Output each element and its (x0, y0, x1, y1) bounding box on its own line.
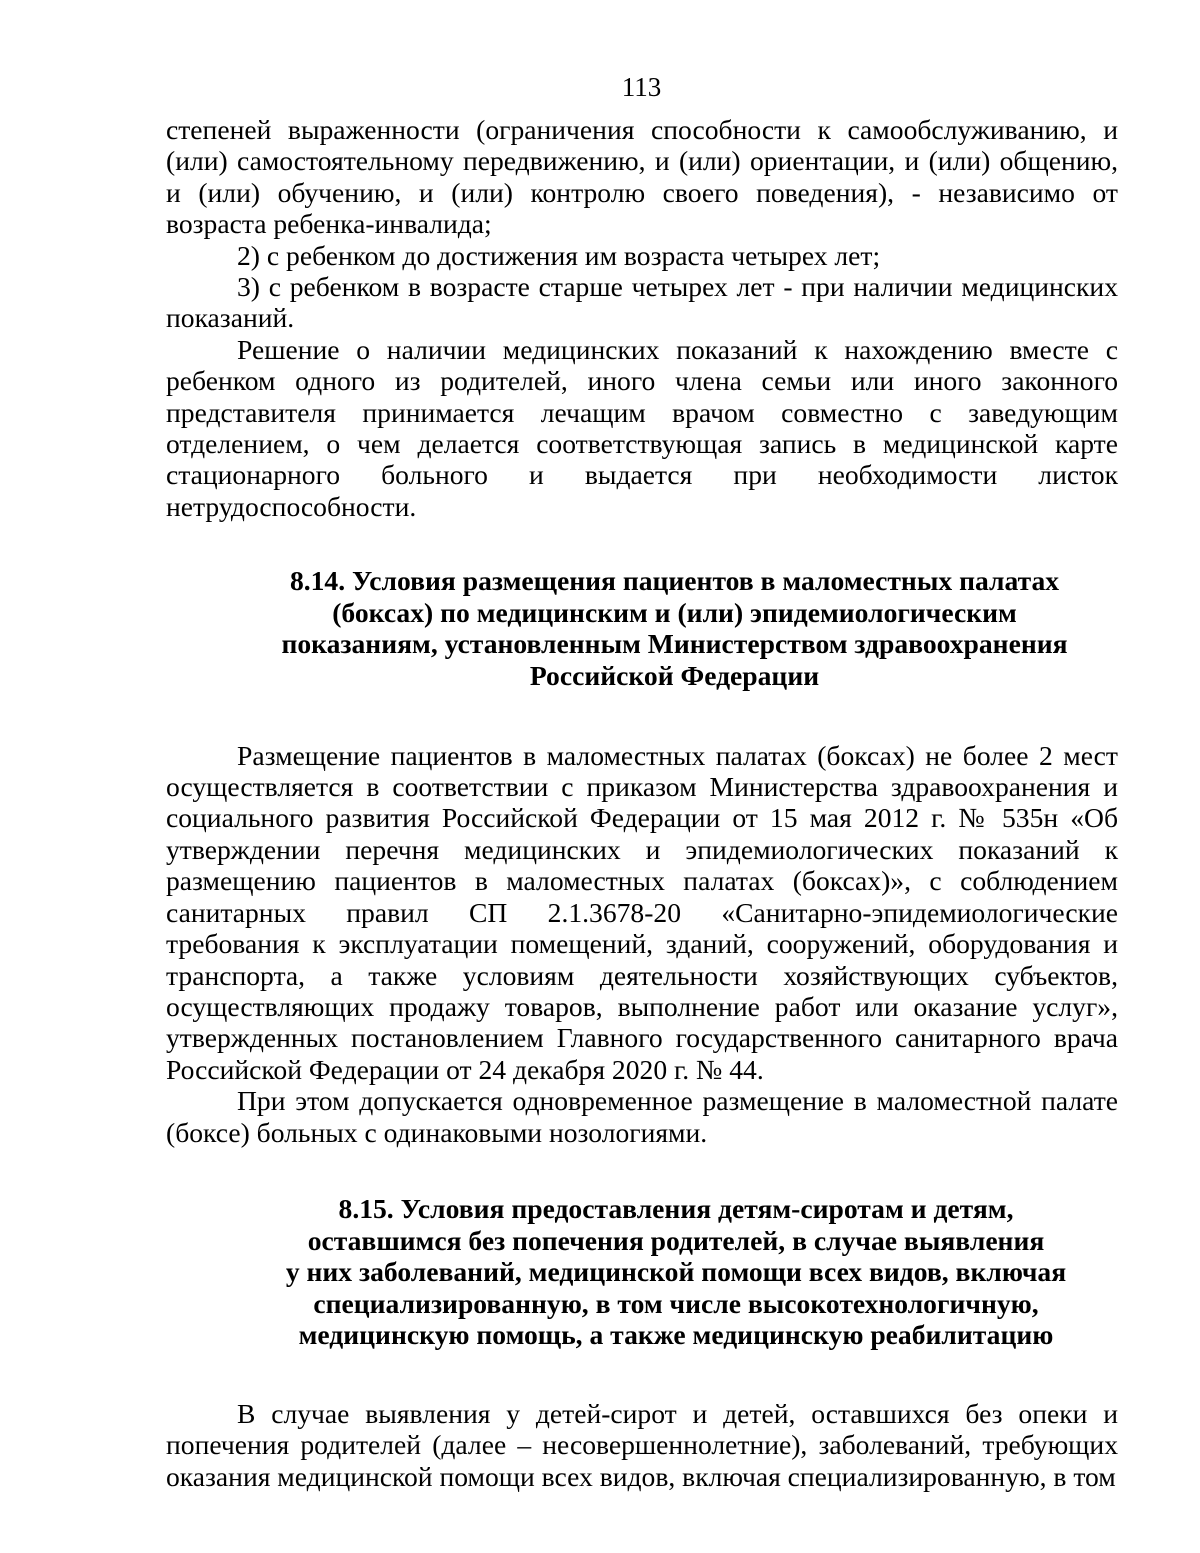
decision-paragraph: Решение о наличии медицинских показаний к нахождению вместе с ребенком одного из родителей, иного члена семьи или иного законного представителя принимается лечащим врачом совместно с заведующим отделением, о чем делается соответствующая запись в медицинской карте стационарного больного и выдается при необходимости листок нетрудоспособности. (166, 333, 1118, 522)
heading-line: Российской Федерации (529, 660, 820, 692)
heading-line: 8.15. Условия предоставления детям-сиротам и детям, (338, 1192, 1014, 1224)
list-item-2: 2) с ребенком до достижения им возраста четырех лет; (237, 239, 881, 271)
section-8-14-heading (166, 565, 1118, 691)
list-item-3: 3) с ребенком в возрасте старше четырех лет - при наличии медицинских показаний. (166, 271, 1118, 334)
heading-line: 8.14. Условия размещения пациентов в маломестных палатах (289, 565, 1060, 597)
heading-line: показаниям, установленным Министерством здравоохранения (281, 628, 1068, 660)
section-8-14-paragraph-2: При этом допускается одновременное размещение в маломестной палате (боксе) больных с одинаковыми нозологиями. (166, 1085, 1118, 1148)
page-content (166, 114, 1118, 1492)
section-8-14-paragraph-1: Размещение пациентов в маломестных палатах (боксах) не более 2 мест осуществляется в соответствии с приказом Министерства здравоохранения и социального развития Российской Федерации от 15 мая 2012 г. № 535н «Об утверждении перечня медицинских и эпидемиологических показаний к размещению пациентов в маломестных палатах (боксах)», с соблюдением санитарных правил СП 2.1.3678-20 «Санитарно-эпидемиологические требования к эксплуатации помещений, зданий, сооружений, оборудования и транспорта, а также условиям деятельности хозяйствующих субъектов, осуществляющих продажу товаров, выполнение работ или оказание услуг», утвержденных постановлением Главного государственного санитарного врача Российской Федерации от 24 декабря 2020 г. № 44. (166, 739, 1118, 1085)
heading-line: у них заболеваний, медицинской помощи всех видов, включая (285, 1256, 1067, 1288)
section-8-15-heading (166, 1193, 1118, 1351)
intro-continuation-paragraph: степеней выраженности (ограничения способности к самообслуживанию, и (или) самостоятельному передвижению, и (или) ориентации, и (или) общению, и (или) обучению, и (или) контролю своего поведения), - независимо от возраста ребенка-инвалида; (166, 114, 1118, 240)
heading-line: медицинскую помощь, а также медицинскую реабилитацию (298, 1319, 1054, 1351)
heading-line: специализированную, в том числе высокотехнологичную, (313, 1287, 1039, 1319)
section-8-15-paragraph-1: В случае выявления у детей-сирот и детей, оставшихся без опеки и попечения родителей (далее – несовершеннолетние), заболеваний, требующих оказания медицинской помощи всех видов, включая специализированную, в том (166, 1397, 1118, 1492)
heading-line: (боксах) по медицинским и (или) эпидемиологическим (332, 596, 1017, 628)
heading-line: оставшимся без попечения родителей, в случае выявления (307, 1224, 1045, 1256)
page-number: 113 (621, 72, 662, 102)
